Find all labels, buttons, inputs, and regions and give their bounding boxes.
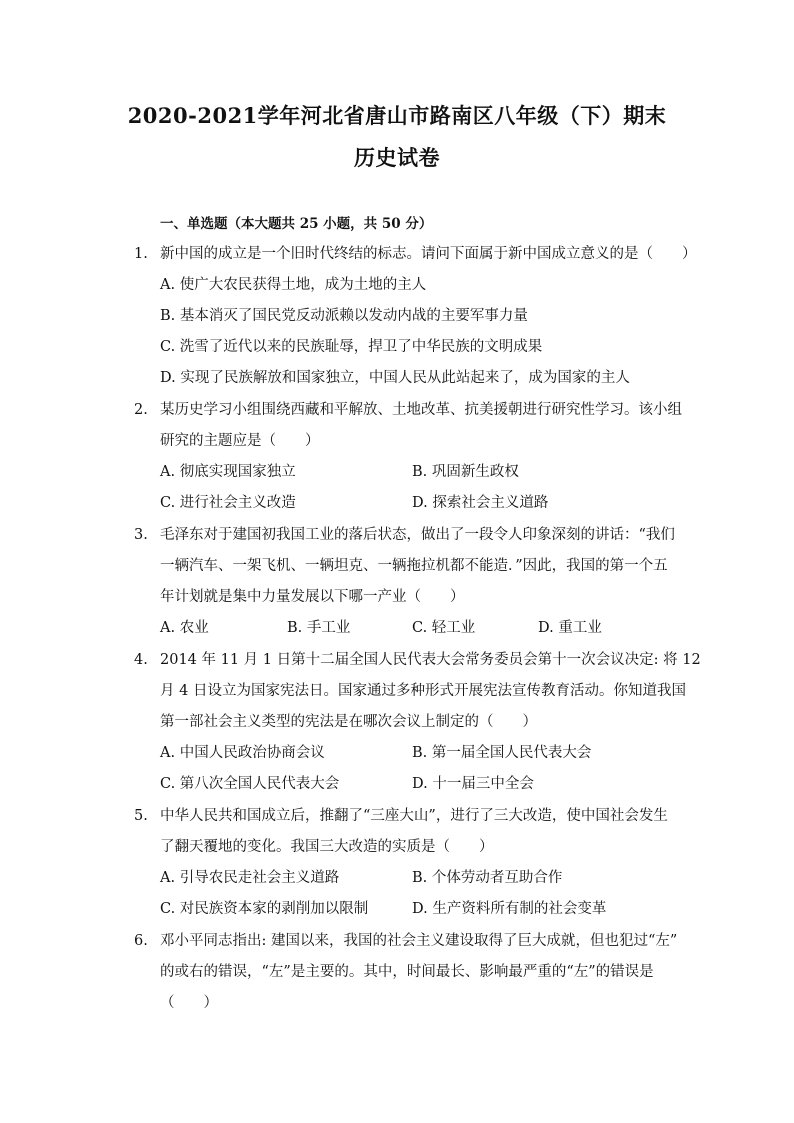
section-heading: 一、单选题（本大题共 25 小题，共 50 分）	[160, 216, 433, 232]
question-option: B. 第一届全国人民代表大会	[412, 745, 592, 761]
question-option: A. 使广大农民获得土地，成为土地的主人	[160, 277, 427, 293]
question-stem-line: 中华人民共和国成立后，推翻了“三座大山”，进行了三大改造，使中国社会发生	[160, 808, 668, 824]
question-option: C. 对民族资本家的剥削加以限制	[160, 901, 369, 917]
question-stem-line: 2014 年 11 月 1 日第十二届全国人民代表大会常务委员会第十一次会议决定: 将 12	[160, 652, 701, 668]
question-number: 5.	[134, 808, 148, 824]
question-option: D. 探索社会主义道路	[412, 495, 549, 511]
question-option: C. 第八次全国人民代表大会	[160, 776, 340, 792]
question-option: C. 进行社会主义改造	[160, 495, 296, 511]
question-option: D. 十一届三中全会	[412, 776, 534, 792]
question-option: B. 巩固新生政权	[412, 464, 519, 480]
question-stem-line: 某历史学习小组围绕西藏和平解放、土地改革、抗美援朝进行研究性学习。该小组	[160, 402, 682, 418]
question-option: B. 基本消灭了国民党反动派赖以发动内战的主要军事力量	[160, 308, 528, 324]
question-option: A. 中国人民政治协商会议	[160, 745, 325, 761]
question-stem-line: 毛泽东对于建国初我国工业的落后状态，做出了一段令人印象深刻的讲话：“我们	[160, 527, 675, 543]
question-stem-line: 年计划就是集中力量发展以下哪一产业（ ）	[160, 589, 465, 605]
question-option: D. 生产资料所有制的社会变革	[412, 901, 607, 917]
question-option: D. 重工业	[538, 620, 602, 636]
question-option: B. 个体劳动者互助合作	[412, 870, 563, 886]
question-stem-line: 的或右的错误，“左”是主要的。其中，时间最长、影响最严重的“左”的错误是	[160, 964, 654, 980]
question-number: 2.	[134, 402, 148, 418]
question-stem-line: 邓小平同志指出: 建国以来，我国的社会主义建设取得了巨大成就，但也犯过“左”	[160, 933, 678, 949]
question-stem-line: 了翻天覆地的变化。我国三大改造的实质是（ ）	[160, 839, 494, 855]
question-number: 3.	[134, 527, 148, 543]
question-option: B. 手工业	[287, 620, 351, 636]
question-option: D. 实现了民族解放和国家独立，中国人民从此站起来了，成为国家的主人	[160, 370, 630, 386]
question-option: A. 彻底实现国家独立	[160, 464, 296, 480]
question-option: C. 洗雪了近代以来的民族耻辱，捍卫了中华民族的文明成果	[160, 339, 543, 355]
question-option: A. 农业	[160, 620, 209, 636]
question-stem-line: 月 4 日设立为国家宪法日。国家通过多种形式开展宪法宣传教育活动。你知道我国	[160, 683, 686, 699]
question-number: 6.	[134, 933, 148, 949]
question-option: C. 轻工业	[412, 620, 476, 636]
question-number: 4.	[134, 652, 148, 668]
exam-title-line-1: 2020-2021学年河北省唐山市路南区八年级（下）期末	[127, 103, 667, 128]
question-stem-line: 研究的主题应是（ ）	[160, 433, 320, 449]
question-number: 1.	[134, 246, 148, 262]
question-stem-line: 新中国的成立是一个旧时代终结的标志。请问下面属于新中国成立意义的是（ ）	[160, 246, 697, 262]
question-stem-line: 一辆汽车、一架飞机、一辆坦克、一辆拖拉机都不能造．”因此，我国的第一个五	[160, 558, 668, 574]
question-option: A. 引导农民走社会主义道路	[160, 870, 340, 886]
question-stem-line: （ ）	[160, 995, 218, 1011]
question-stem-line: 第一部社会主义类型的宪法是在哪次会议上制定的（ ）	[160, 714, 537, 730]
exam-title-line-2: 历史试卷	[354, 145, 440, 170]
